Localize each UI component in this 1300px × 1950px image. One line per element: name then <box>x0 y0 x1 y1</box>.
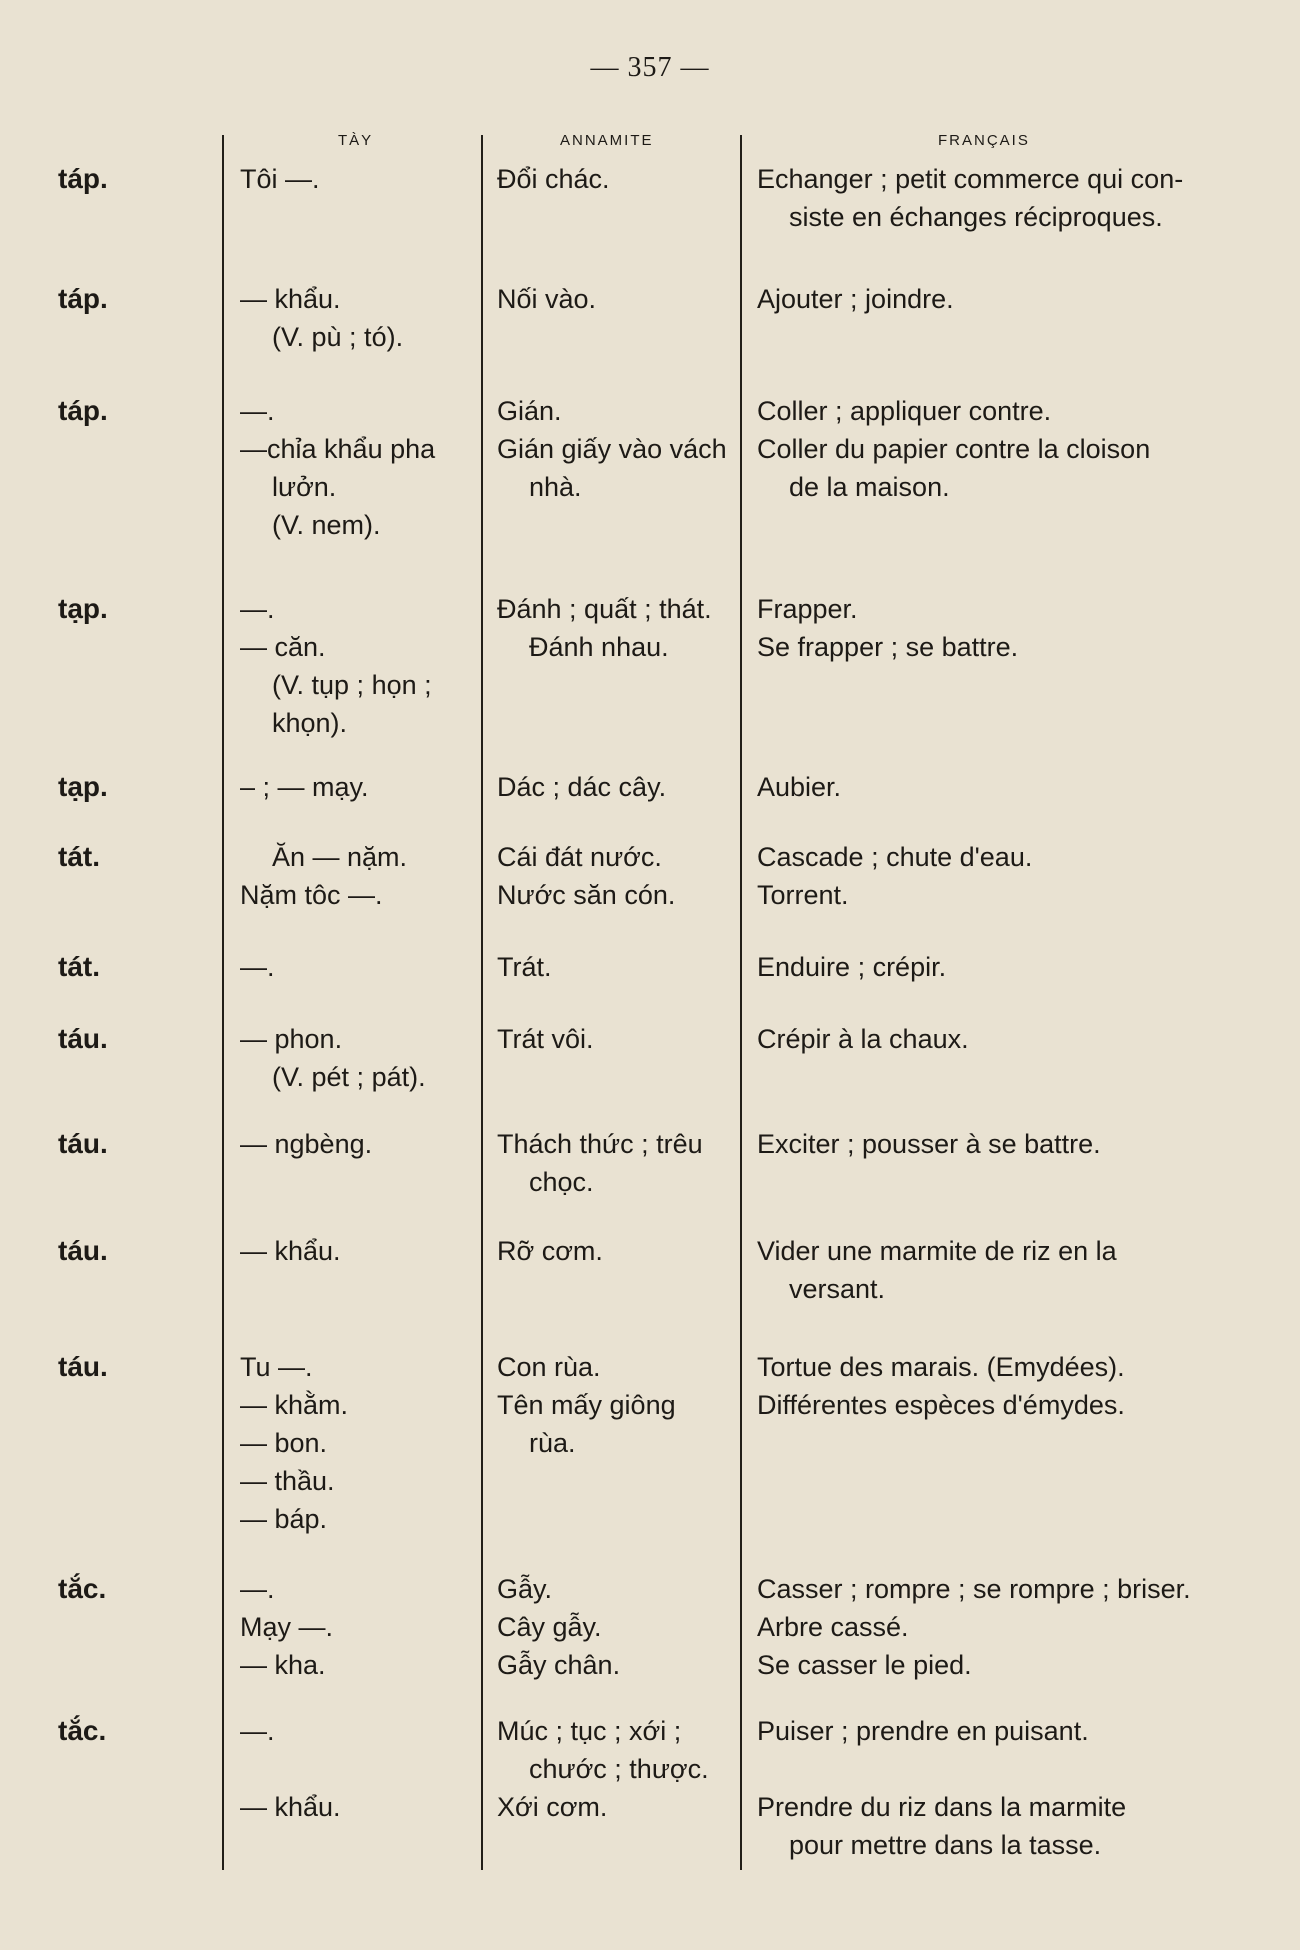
entry-line: — khẩu. <box>240 1792 341 1822</box>
entry-line: —. <box>240 1574 275 1604</box>
entry-ann-cell <box>497 1348 742 1462</box>
entry-fr-cell <box>757 1712 1227 1864</box>
entry-line: — khằm. <box>240 1390 349 1420</box>
entry-headword: tắc. <box>58 1715 107 1746</box>
entry-ann-cell <box>497 1020 742 1058</box>
entry-headword: tát. <box>58 951 100 982</box>
entry-tay-cell <box>240 392 465 544</box>
entry-line: Múc ; tục ; xới ; <box>497 1716 682 1746</box>
entry-line: Vider une marmite de riz en la <box>757 1236 1117 1266</box>
entry-line: Prendre du riz dans la marmite <box>757 1792 1127 1822</box>
entry-ann-cell <box>497 1712 742 1826</box>
entry-line: Ăn — nặm. <box>272 842 408 872</box>
entry-headword: táu. <box>58 1023 108 1054</box>
entry-line <box>240 1750 465 1788</box>
entry-fr-cell <box>757 392 1227 506</box>
entry-headword: táu. <box>58 1235 108 1266</box>
header-tay: TÀY <box>338 132 374 149</box>
entry-fr-cell <box>757 1348 1227 1424</box>
entry-line: Con rùa. <box>497 1352 601 1382</box>
entry-line: Casser ; rompre ; se rompre ; briser. <box>757 1574 1191 1604</box>
entry-line: Gẫy. <box>497 1574 553 1604</box>
entry-headword: táu. <box>58 1128 108 1159</box>
entry-ann-cell <box>497 1125 742 1201</box>
column-rule-left <box>222 135 224 1870</box>
entry-line: —. <box>240 1716 275 1746</box>
entry-headword: tắc. <box>58 1573 107 1604</box>
entry-line: — ngbèng. <box>240 1129 373 1159</box>
entry-line: versant. <box>789 1274 886 1304</box>
entry-headword: tát. <box>58 841 100 872</box>
entry-line: — báp. <box>240 1504 328 1534</box>
entry-headword: táp. <box>58 283 108 314</box>
entry-line: Đánh nhau. <box>529 632 669 662</box>
entry-line: — khẩu. <box>240 284 341 314</box>
entry-line: Nối vào. <box>497 284 597 314</box>
entry-line: (V. tụp ; họn ; <box>272 670 432 700</box>
header-annamite: ANNAMITE <box>560 132 654 149</box>
entry-fr-cell <box>757 768 1227 806</box>
entry-line: (V. pét ; pát). <box>272 1062 426 1092</box>
entry-line: Tên mấy giông <box>497 1390 676 1420</box>
entry-line: (V. pù ; tó). <box>272 322 404 352</box>
header-francais: FRANÇAIS <box>938 132 1030 149</box>
entry-ann-cell <box>497 838 742 914</box>
entry-fr-cell <box>757 1020 1227 1058</box>
entry-line: Cây gẫy. <box>497 1612 602 1642</box>
entry-ann-cell <box>497 948 742 986</box>
entry-fr-cell <box>757 1232 1227 1308</box>
entry-line: —. <box>240 952 275 982</box>
entry-line: Se casser le pied. <box>757 1650 972 1680</box>
entry-fr-cell <box>757 948 1227 986</box>
entry-line: Nước săn cón. <box>497 880 676 910</box>
entry-line: chước ; thược. <box>529 1754 709 1784</box>
entry-headword: táu. <box>58 1351 108 1382</box>
entry-ann-cell <box>497 1232 742 1270</box>
entry-tay-cell <box>240 280 465 356</box>
entry-line: Tôi —. <box>240 164 320 194</box>
entry-tay-cell <box>240 1020 465 1096</box>
entry-line: Gián. <box>497 396 562 426</box>
entry-line: Nặm tôc —. <box>240 880 383 910</box>
entry-headword: tạp. <box>58 771 108 802</box>
entry-line: nhà. <box>529 472 582 502</box>
entry-line: Trát. <box>497 952 552 982</box>
entry-line: Dác ; dác cây. <box>497 772 667 802</box>
entry-tay-cell <box>240 160 465 198</box>
entry-tay-cell <box>240 1712 465 1826</box>
entry-line: —. <box>240 594 275 624</box>
entry-headword: tạp. <box>58 593 108 624</box>
entry-line: khọn). <box>272 708 348 738</box>
entry-line: Xới cơm. <box>497 1792 608 1822</box>
entry-line: – ; — mạy. <box>240 772 369 802</box>
entry-line: — khẩu. <box>240 1236 341 1266</box>
entry-line: Exciter ; pousser à se battre. <box>757 1129 1101 1159</box>
entry-ann-cell <box>497 392 742 506</box>
entry-line: Coller du papier contre la cloison <box>757 434 1151 464</box>
entry-line: Coller ; appliquer contre. <box>757 396 1052 426</box>
entry-ann-cell <box>497 280 742 318</box>
entry-line: —chỉa khẩu pha <box>240 434 436 464</box>
entry-line: Arbre cassé. <box>757 1612 909 1642</box>
entry-tay-cell <box>240 948 465 986</box>
entry-tay-cell <box>240 590 465 742</box>
entry-tay-cell <box>240 1570 465 1684</box>
entry-line: pour mettre dans la tasse. <box>789 1830 1102 1860</box>
entry-line: Rỡ cơm. <box>497 1236 603 1266</box>
entry-ann-cell <box>497 768 742 806</box>
entry-tay-cell <box>240 1348 465 1538</box>
entry-line: Gẫy chân. <box>497 1650 621 1680</box>
entry-fr-cell <box>757 1125 1227 1163</box>
entry-headword: táp. <box>58 395 108 426</box>
entry-line: Đổi chác. <box>497 164 610 194</box>
entry-fr-cell <box>757 280 1227 318</box>
entry-line: Torrent. <box>757 880 849 910</box>
entry-line: rùa. <box>529 1428 576 1458</box>
entry-line: Crépir à la chaux. <box>757 1024 969 1054</box>
entry-line: — bon. <box>240 1428 328 1458</box>
entry-headword: táp. <box>58 163 108 194</box>
entry-line: Puiser ; prendre en puisant. <box>757 1716 1089 1746</box>
entry-line: Se frapper ; se battre. <box>757 632 1019 662</box>
entry-line: Cái đát nước. <box>497 842 662 872</box>
entry-line: Cascade ; chute d'eau. <box>757 842 1033 872</box>
entry-line: Ajouter ; joindre. <box>757 284 954 314</box>
entry-tay-cell <box>240 838 465 914</box>
entry-line: — kha. <box>240 1650 326 1680</box>
entry-fr-cell <box>757 590 1227 666</box>
entry-line: Gián giấy vào vách <box>497 434 727 464</box>
entry-line: Enduire ; crépir. <box>757 952 947 982</box>
entry-line: Différentes espèces d'émydes. <box>757 1390 1125 1420</box>
entry-fr-cell <box>757 1570 1227 1684</box>
entry-line: de la maison. <box>789 472 950 502</box>
entry-ann-cell <box>497 160 742 198</box>
column-rule-middle <box>481 135 483 1870</box>
entry-ann-cell <box>497 590 742 666</box>
entry-tay-cell <box>240 1125 465 1163</box>
entry-fr-cell <box>757 838 1227 914</box>
entry-line: Tortue des marais. (Emydées). <box>757 1352 1125 1382</box>
entry-line: Trát vôi. <box>497 1024 594 1054</box>
entry-line: chọc. <box>529 1167 594 1197</box>
entry-line: — thầu. <box>240 1466 335 1496</box>
entry-tay-cell <box>240 1232 465 1270</box>
entry-line: — căn. <box>240 632 326 662</box>
entry-line: (V. nem). <box>272 510 381 540</box>
entry-line: lưởn. <box>272 472 337 502</box>
entry-line: Tu —. <box>240 1352 313 1382</box>
entry-line: — phon. <box>240 1024 343 1054</box>
entry-line: Thách thức ; trêu <box>497 1129 703 1159</box>
entry-line: Mạy —. <box>240 1612 334 1642</box>
page-number: — 357 — <box>590 52 710 83</box>
entry-line: Đánh ; quất ; thát. <box>497 594 712 624</box>
entry-line: siste en échanges réciproques. <box>789 202 1163 232</box>
entry-fr-cell <box>757 160 1227 236</box>
entry-line: —. <box>240 396 275 426</box>
entry-line <box>757 1750 1227 1788</box>
entry-line: Aubier. <box>757 772 842 802</box>
entry-line: Echanger ; petit commerce qui con- <box>757 164 1184 194</box>
entry-line: Frapper. <box>757 594 858 624</box>
entry-tay-cell <box>240 768 465 806</box>
entry-ann-cell <box>497 1570 742 1684</box>
